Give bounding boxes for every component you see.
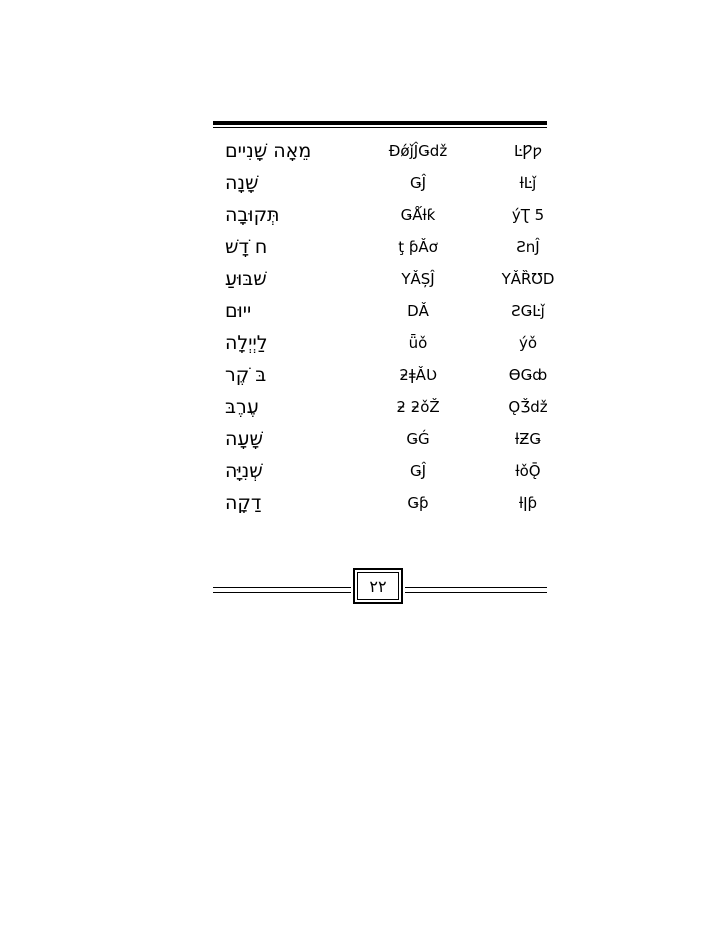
hebrew-word: שׁבּוּעַ (225, 268, 267, 290)
translation-cell: ǪǮdž (508, 398, 548, 416)
hebrew-word: מֵאָה שָׁנִיים (225, 140, 312, 162)
table-row (213, 202, 547, 234)
hebrew-word: עֶרֶבּ (225, 396, 259, 418)
translation-cell: ƚǒǬ (515, 462, 541, 480)
transliteration-cell: ĐǿǰĴǤdž (388, 142, 448, 160)
page-footer (213, 568, 547, 608)
hebrew-word: בּ ֹקֶר (225, 364, 267, 386)
translation-cell: ƚĿǰ (519, 174, 537, 192)
top-rule-thin (213, 127, 547, 128)
transliteration-cell: ǤĴ (409, 462, 427, 480)
top-rule-thick (213, 121, 547, 125)
hebrew-word: דַקָה (225, 492, 262, 514)
footer-rule-left (213, 587, 351, 593)
translation-cell: ƚƵǤ (514, 430, 542, 448)
transliteration-cell: ţ ƥǍơ (398, 238, 438, 256)
table-row (213, 426, 547, 458)
vocabulary-table (213, 138, 555, 522)
footer-rule-right (405, 587, 547, 593)
table-row (213, 330, 547, 362)
transliteration-cell: ƻ ƻǒŽ (396, 398, 440, 416)
transliteration-cell: YǍȘĴ (401, 270, 435, 288)
table-row (213, 458, 547, 490)
table-row (213, 394, 547, 426)
translation-cell: ƚǀƥ (518, 494, 538, 512)
page-number-box (353, 568, 403, 604)
translation-cell: ĿǷƿ (513, 142, 543, 160)
transliteration-cell: ǖǒ (408, 334, 428, 352)
hebrew-word: שָׁנָה (225, 172, 259, 194)
table-row (213, 490, 547, 522)
transliteration-cell: ǤǺƚƙ (400, 206, 436, 224)
table-row (213, 138, 547, 170)
page-number: ٢٢ (357, 572, 399, 600)
transliteration-cell: ǤĴ (409, 174, 427, 192)
transliteration-cell: DǍ (407, 302, 429, 320)
hebrew-word: שְׁנִיָּה (225, 460, 263, 482)
translation-cell: ýƮ 5 (511, 206, 545, 224)
table-row (213, 234, 547, 266)
table-row (213, 170, 547, 202)
hebrew-word: שָׁעָה (225, 428, 263, 450)
transliteration-cell: ƻǂǍƲ (399, 366, 437, 384)
hebrew-word: תְּקוּבָה (225, 204, 280, 226)
hebrew-word: לַיְיְלָה (225, 332, 268, 354)
table-row (213, 298, 547, 330)
table-row (213, 362, 547, 394)
translation-cell: ýǒ (518, 334, 538, 352)
translation-cell: ƟǤȸ (508, 366, 548, 384)
table-row (213, 266, 555, 298)
transliteration-cell: Ǥƥ (407, 494, 429, 512)
transliteration-cell: ǤǴ (406, 430, 430, 448)
translation-cell: YǍȐƱD (501, 270, 555, 288)
hebrew-word: ייוּם (225, 300, 252, 322)
translation-cell: ƧǤĿǰ (511, 302, 545, 320)
top-double-rule (213, 121, 547, 128)
hebrew-word: ח ֹדָשׁ (225, 236, 268, 258)
translation-cell: ƧnĴ (516, 238, 540, 256)
